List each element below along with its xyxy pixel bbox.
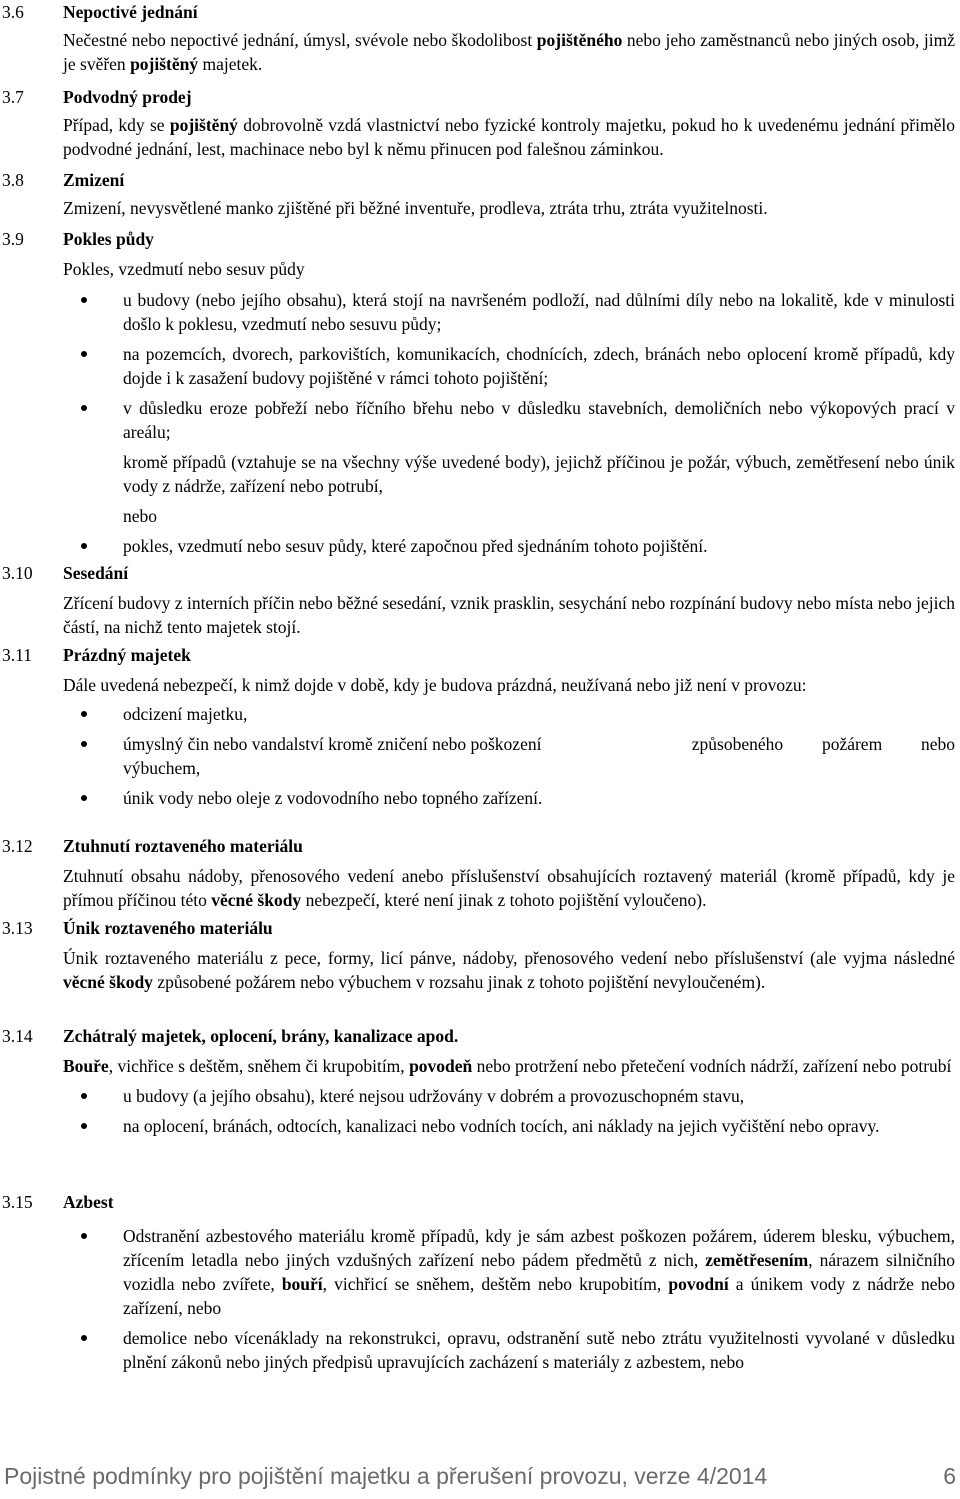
section-paragraph: Bouře, vichřice s deštěm, sněhem či krupobitím, povodeň nebo protržení nebo přetečení vodních nádrží, zařízení nebo potrubí (63, 1056, 952, 1076)
section-title: Pokles půdy (63, 229, 154, 249)
section-title: Únik roztaveného materiálu (63, 918, 273, 938)
footer-text: Pojistné podmínky pro pojištění majetku a přerušení provozu, verze 4/2014 (4, 1463, 768, 1489)
section-number: 3.8 (2, 170, 24, 190)
section-3-13 (0, 916, 955, 994)
bullet-icon (81, 405, 87, 411)
bullet-icon (81, 1233, 87, 1239)
list-item: pokles, vzedmutí nebo sesuv půdy, které započnou před sjednáním tohoto pojištění. (63, 534, 955, 558)
section-3-12 (0, 834, 955, 912)
bullet-icon (81, 543, 87, 549)
section-title: Ztuhnutí roztaveného materiálu (63, 836, 303, 856)
list-item: u budovy (nebo jejího obsahu), která stojí na navršeném podloží, nad důlními díly nebo na lokalitě, kde v minulosti došlo k poklesu, vzedmutí nebo sesuvu půdy; (63, 288, 955, 336)
list-connector: nebo (123, 506, 158, 526)
bullet-list (63, 1084, 955, 1138)
section-3-10 (0, 561, 955, 639)
page-number: 6 (943, 1463, 956, 1489)
bullet-icon (81, 795, 87, 801)
section-3-6 (0, 0, 955, 76)
section-title: Nepoctivé jednání (63, 2, 198, 22)
section-paragraph: Zřícení budovy z interních příčin nebo běžné sesedání, vznik prasklin, sesychání nebo rozpínání budovy nebo místa nebo jejich částí, na nichž tento majetek stojí. (63, 593, 955, 637)
section-number: 3.6 (2, 2, 24, 22)
list-item: úmyslný čin nebo vandalství kromě zničení nebo poškození způsobeného požárem nebo výbuchem, (63, 732, 955, 780)
bullet-icon (81, 351, 87, 357)
section-title: Azbest (63, 1192, 114, 1212)
section-number: 3.10 (2, 563, 33, 583)
list-item: demolice nebo vícenáklady na rekonstrukci, opravu, odstranění sutě nebo ztrátu využitelnosti vyvolané v důsledku plnění zákonů nebo jiných předpisů upravujících zacházení s materiály z azbestem, nebo (63, 1326, 955, 1374)
section-3-7 (0, 85, 955, 161)
section-3-11 (0, 643, 955, 810)
section-title: Zmizení (63, 170, 125, 190)
list-item: odcizení majetku, (63, 702, 955, 726)
section-3-15 (0, 1190, 955, 1374)
list-item: na pozemcích, dvorech, parkovištích, komunikacích, chodnících, zdech, bránách nebo oplocení kromě případů, kdy dojde i k zasažení budovy pojištěné v rámci tohoto pojištění; (63, 342, 955, 390)
section-paragraph: Případ, kdy se pojištěný dobrovolně vzdá vlastnictví nebo fyzické kontroly majetku, pokud ho k uvedenému jednání přimělo podvodné jednání, lest, machinace nebo byl k němu přinucen pod falešnou záminkou. (63, 115, 955, 159)
section-number: 3.9 (2, 229, 24, 249)
section-number: 3.12 (2, 836, 33, 856)
bullet-icon (81, 1123, 87, 1129)
section-number: 3.14 (2, 1026, 33, 1046)
bullet-icon (81, 711, 87, 717)
bullet-icon (81, 1335, 87, 1341)
list-item: u budovy (a jejího obsahu), které nejsou udržovány v dobrém a provozuschopném stavu, (63, 1084, 955, 1108)
list-continuation: kromě případů (vztahuje se na všechny výše uvedené body), jejichž příčinou je požár, výbuch, zemětřesení nebo únik vody z nádrže, zařízení nebo potrubí, (123, 452, 955, 496)
section-intro: Dále uvedená nebezpečí, k nimž dojde v době, kdy je budova prázdná, neužívaná nebo již není v provozu: (63, 675, 807, 695)
section-paragraph: Nečestné nebo nepoctivé jednání, úmysl, svévole nebo škodolibost pojištěného nebo jeho zaměstnanců nebo jiných osob, jimž je svěřen pojištěný majetek. (63, 30, 955, 74)
section-number: 3.11 (2, 645, 32, 665)
bullet-list (63, 702, 955, 810)
section-intro: Pokles, vzedmutí nebo sesuv půdy (63, 259, 305, 279)
section-number: 3.7 (2, 87, 24, 107)
list-item: Odstranění azbestového materiálu kromě případů, kdy je sám azbest poškozen požárem, úderem blesku, výbuchem, zřícením letadla nebo jiných vzdušných zařízení nebo pádem předmětů z nich, zemětřesením, nárazem silničního vozidla nebo zvířete, bouří, vichřicí se sněhem, deštěm nebo krupobitím, povodní a únikem vody z nádrže nebo zařízení, nebo (63, 1224, 955, 1320)
section-number: 3.13 (2, 918, 33, 938)
section-paragraph: Zmizení, nevysvětlené manko zjištěné při běžné inventuře, prodleva, ztráta trhu, ztráta využitelnosti. (63, 198, 768, 218)
section-3-14 (0, 1024, 955, 1138)
bullet-icon (81, 741, 87, 747)
section-3-8 (0, 168, 955, 220)
section-paragraph: Únik roztaveného materiálu z pece, formy, licí pánve, nádoby, přenosového vedení nebo příslušenství (ale vyjma následné věcné škody způsobené požárem nebo výbuchem v rozsahu jinak z tohoto pojištění nevyloučeném). (63, 948, 955, 992)
section-title: Podvodný prodej (63, 87, 192, 107)
page-footer (0, 1464, 958, 1498)
bullet-list (63, 288, 955, 558)
section-paragraph: Ztuhnutí obsahu nádoby, přenosového vedení anebo příslušenství obsahujících roztavený materiál (kromě případů, kdy je přímou příčinou této věcné škody nebezpečí, které není jinak z tohoto pojištění vyloučeno). (63, 866, 955, 910)
section-number: 3.15 (2, 1192, 33, 1212)
list-item: v důsledku eroze pobřeží nebo říčního břehu nebo v důsledku stavebních, demoličních nebo výkopových prací v areálu; (63, 396, 955, 444)
bullet-icon (81, 297, 87, 303)
section-title: Prázdný majetek (63, 645, 191, 665)
section-title: Sesedání (63, 563, 129, 583)
list-item: na oplocení, bránách, odtocích, kanalizaci nebo vodních tocích, ani náklady na jejich vyčištění nebo opravy. (63, 1114, 955, 1138)
section-title: Zchátralý majetek, oplocení, brány, kanalizace apod. (63, 1026, 459, 1046)
list-item: únik vody nebo oleje z vodovodního nebo topného zařízení. (63, 786, 955, 810)
bullet-list (63, 1224, 955, 1374)
section-3-9 (0, 227, 955, 558)
bullet-icon (81, 1093, 87, 1099)
